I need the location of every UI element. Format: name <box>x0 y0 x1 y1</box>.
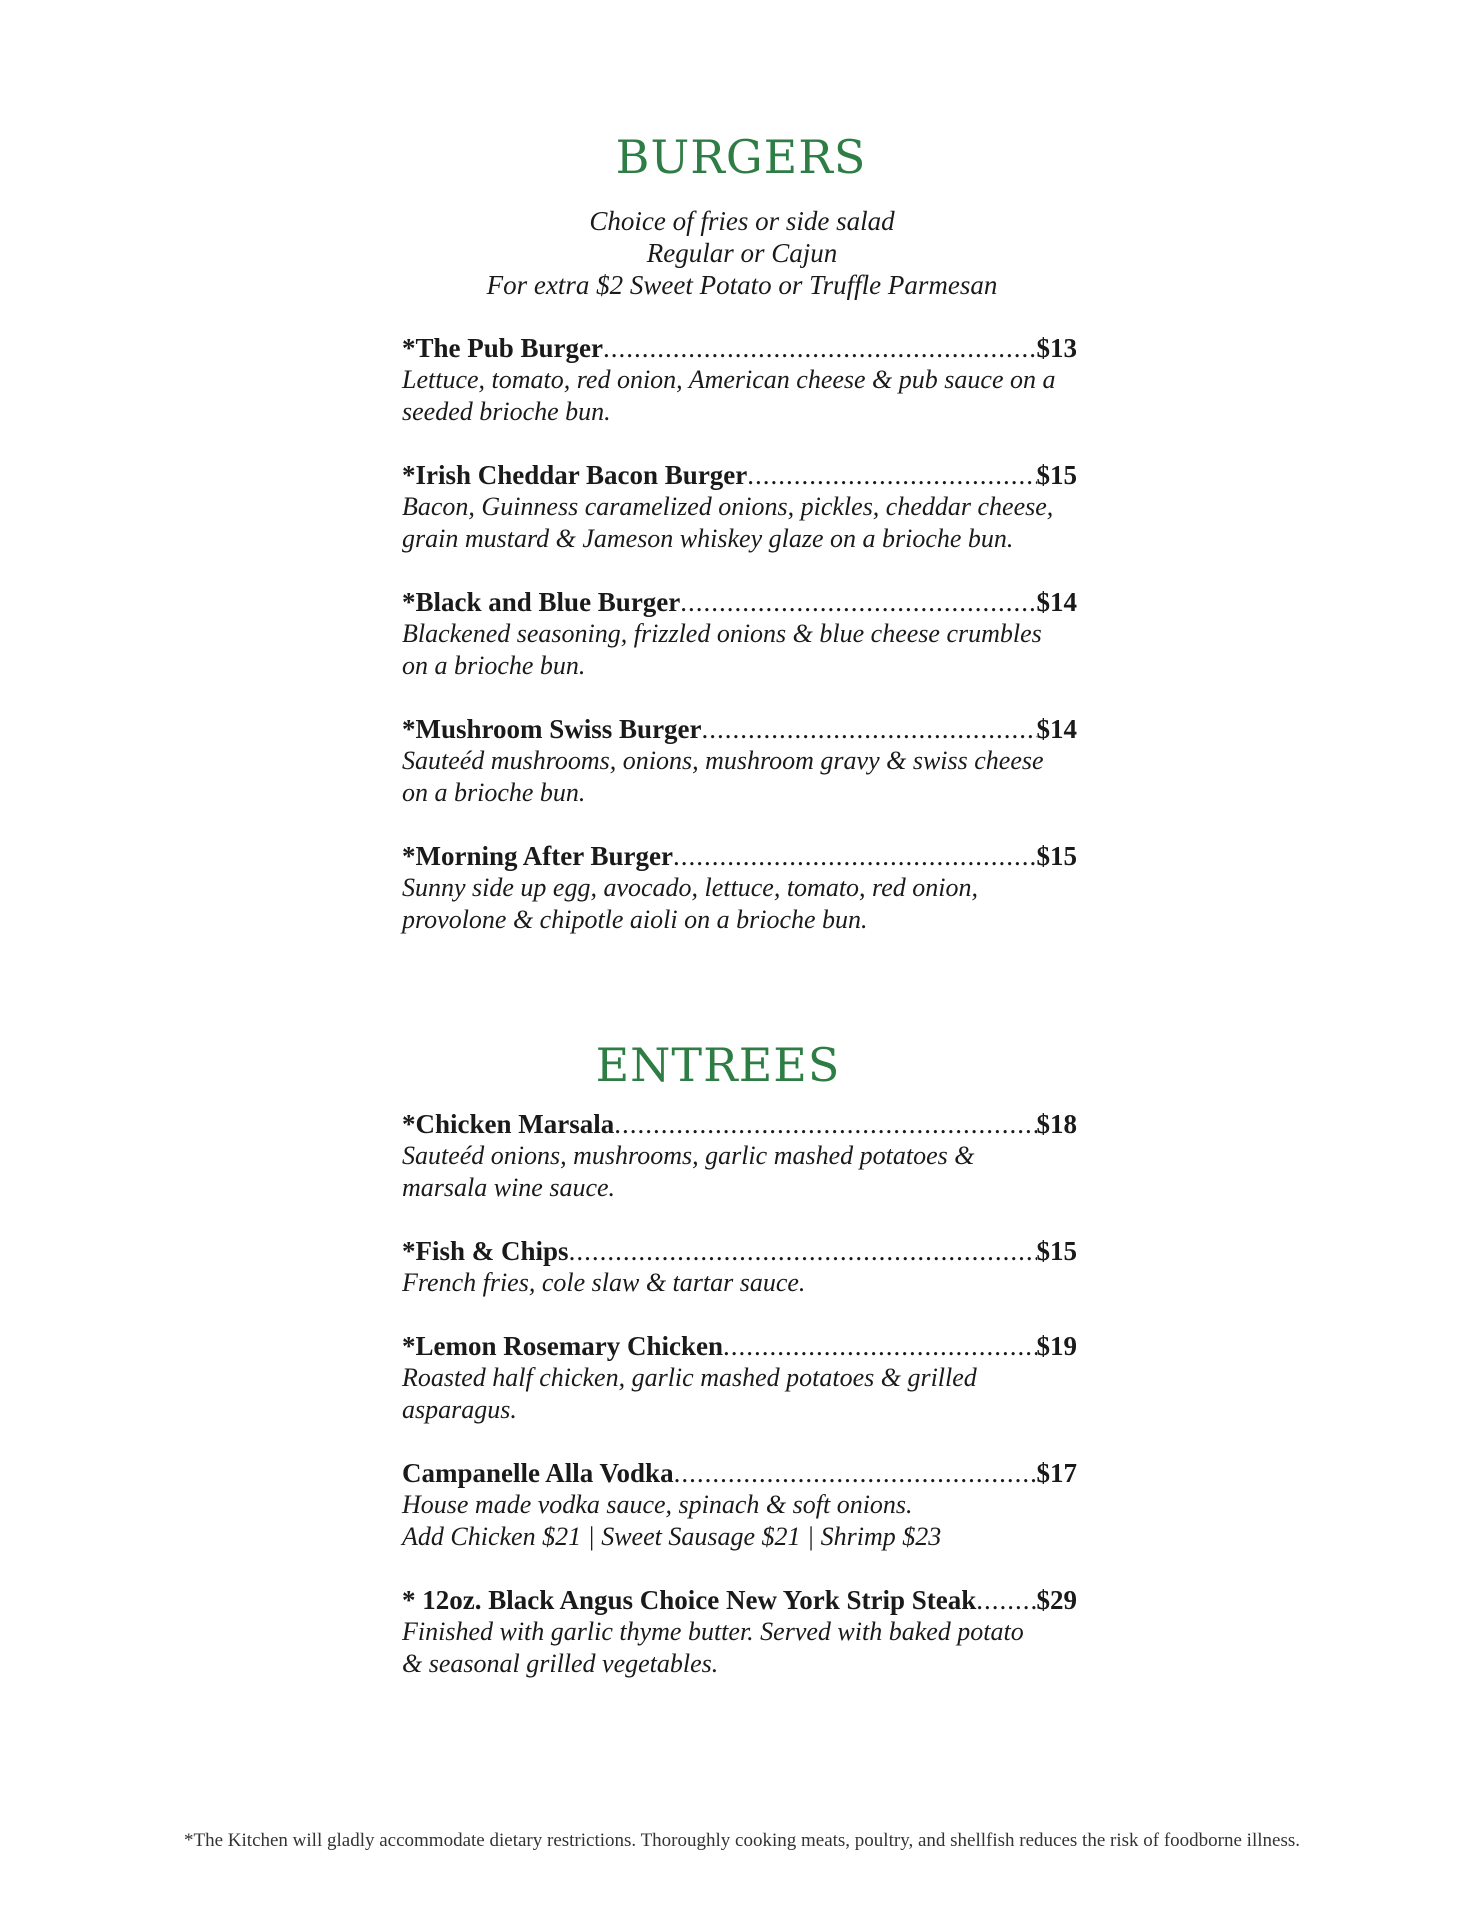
dot-leader <box>603 332 1036 364</box>
menu-item <box>402 1108 1077 1204</box>
entrees-title: ENTREES <box>595 1038 841 1092</box>
item-description-line: seeded brioche bun. <box>402 397 611 426</box>
menu-item <box>402 586 1077 682</box>
item-description <box>402 1140 1077 1204</box>
item-name: *Mushroom Swiss Burger <box>402 714 702 744</box>
item-description <box>402 872 1077 936</box>
item-description <box>402 618 1077 682</box>
item-description-line: Sauteéd onions, mushrooms, garlic mashed potatoes & <box>402 1141 975 1170</box>
menu-item <box>402 1584 1077 1680</box>
item-description <box>402 364 1077 428</box>
menu-item <box>402 1235 1077 1299</box>
item-description-line: & seasonal grilled vegetables. <box>402 1649 719 1678</box>
dot-leader <box>673 840 1037 872</box>
item-description-line: Sauteéd mushrooms, onions, mushroom gravy & swiss cheese <box>402 746 1044 775</box>
item-price: $19 <box>1036 1331 1077 1361</box>
item-name: *Chicken Marsala <box>402 1109 615 1139</box>
menu-item <box>402 713 1077 809</box>
item-description-line: on a brioche bun. <box>402 651 586 680</box>
item-description-line: asparagus. <box>402 1395 517 1424</box>
item-description <box>402 745 1077 809</box>
item-description-line: provolone & chipotle aioli on a brioche bun. <box>402 905 868 934</box>
burgers-note: Regular or Cajun <box>646 238 838 268</box>
item-price: $14 <box>1036 587 1077 617</box>
burgers-notes <box>0 205 1484 301</box>
item-name: *Black and Blue Burger <box>402 587 681 617</box>
dot-leader <box>747 459 1036 491</box>
menu-item <box>402 840 1077 936</box>
item-price: $29 <box>1036 1585 1077 1615</box>
menu-item <box>402 1457 1077 1553</box>
item-name: *Morning After Burger <box>402 841 673 871</box>
item-description <box>402 1489 1077 1553</box>
item-price: $15 <box>1036 460 1077 490</box>
item-description <box>402 491 1077 555</box>
item-price: $14 <box>1036 714 1077 744</box>
menu-item <box>402 332 1077 428</box>
burgers-list <box>402 332 1077 967</box>
footnote: *The Kitchen will gladly accommodate dietary restrictions. Thoroughly cooking meats, poultry, and shellfish reduces the risk of foodborne illness. <box>184 1830 1300 1851</box>
item-description-line: Bacon, Guinness caramelized onions, pickles, cheddar cheese, <box>402 492 1054 521</box>
item-price: $18 <box>1036 1109 1077 1139</box>
item-description-line: Finished with garlic thyme butter. Served with baked potato <box>402 1617 1024 1646</box>
menu-item <box>402 1330 1077 1426</box>
dot-leader <box>723 1330 1037 1362</box>
dot-leader <box>569 1235 1037 1267</box>
item-description-line: Blackened seasoning, frizzled onions & blue cheese crumbles <box>402 619 1042 648</box>
item-name: *Fish & Chips <box>402 1236 569 1266</box>
menu-item <box>402 459 1077 555</box>
burgers-note: Choice of fries or side salad <box>589 206 895 236</box>
burgers-title: BURGERS <box>615 130 867 184</box>
dot-leader <box>702 713 1037 745</box>
item-description-line: Sunny side up egg, avocado, lettuce, tomato, red onion, <box>402 873 978 902</box>
item-description-line: grain mustard & Jameson whiskey glaze on a brioche bun. <box>402 524 1014 553</box>
item-price: $13 <box>1036 333 1077 363</box>
entrees-list <box>402 1108 1077 1711</box>
item-description-line: marsala wine sauce. <box>402 1173 616 1202</box>
dot-leader <box>976 1584 1036 1616</box>
item-description-line: House made vodka sauce, spinach & soft onions. <box>402 1490 913 1519</box>
item-price: $17 <box>1036 1458 1077 1488</box>
item-description-line: French fries, cole slaw & tartar sauce. <box>402 1268 806 1297</box>
item-description-line: Add Chicken $21 | Sweet Sausage $21 | Shrimp $23 <box>402 1522 942 1551</box>
burgers-note: For extra $2 Sweet Potato or Truffle Parmesan <box>486 270 998 300</box>
item-name: *Lemon Rosemary Chicken <box>402 1331 723 1361</box>
item-name: * 12oz. Black Angus Choice New York Strip Steak <box>402 1585 977 1615</box>
item-name: *Irish Cheddar Bacon Burger <box>402 460 748 490</box>
dot-leader <box>674 1457 1037 1489</box>
item-description-line: Lettuce, tomato, red onion, American cheese & pub sauce on a <box>402 365 1056 394</box>
item-price: $15 <box>1036 1236 1077 1266</box>
item-description-line: on a brioche bun. <box>402 778 586 807</box>
item-description-line: Roasted half chicken, garlic mashed potatoes & grilled <box>402 1363 977 1392</box>
dot-leader <box>614 1108 1036 1140</box>
dot-leader <box>680 586 1036 618</box>
item-description <box>402 1267 1077 1299</box>
item-name: Campanelle Alla Vodka <box>402 1458 674 1488</box>
item-description <box>402 1616 1077 1680</box>
item-description <box>402 1362 1077 1426</box>
item-price: $15 <box>1036 841 1077 871</box>
item-name: *The Pub Burger <box>402 333 604 363</box>
